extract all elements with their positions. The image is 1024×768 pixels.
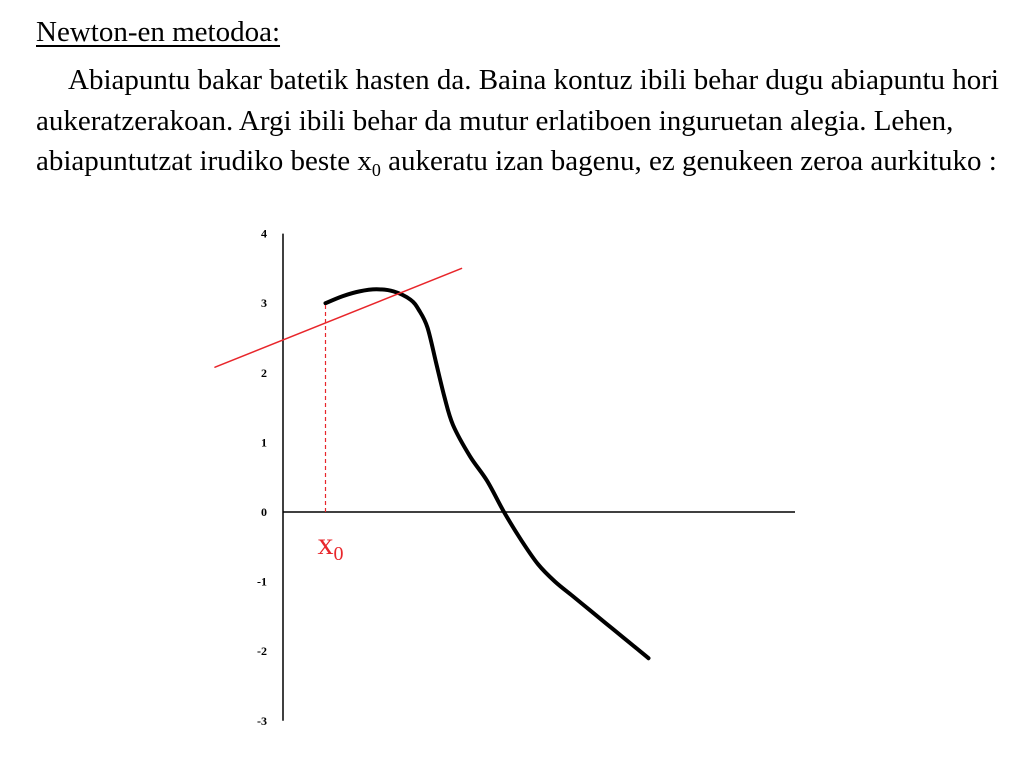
y-tick-labels	[257, 227, 267, 728]
y-tick-label: 3	[261, 296, 267, 311]
x0-label	[318, 525, 344, 565]
annotations	[318, 303, 344, 565]
y-tick-label: -2	[257, 644, 267, 659]
x0-label-main: x	[317, 525, 334, 561]
y-tick-label: 1	[261, 435, 267, 450]
y-tick-label: -1	[257, 574, 267, 589]
body-text-subscript: 0	[371, 160, 381, 180]
x0-label-subscript: 0	[333, 543, 344, 565]
y-tick-label: 2	[261, 365, 267, 380]
y-tick-label: 4	[261, 226, 267, 241]
body-text-part-2: aukeratu izan bagenu, ez genukeen zeroa aurkituko :	[380, 145, 997, 177]
series	[215, 268, 649, 658]
axes	[283, 234, 795, 721]
slide-title: Newton-en metodoa:	[36, 16, 281, 48]
function-curve	[326, 289, 649, 658]
y-tick-label: -3	[257, 713, 267, 728]
body-text-part-1: Abiapuntu bakar batetik hasten da. Baina kontuz ibili behar dugu abiapuntu hori aukeratzerakoan. Argi ibili behar da mutur erlatiboen inguruetan alegia. Lehen, abiapuntutzat irudiko beste x	[36, 64, 999, 177]
y-tick-label: 0	[261, 505, 267, 519]
